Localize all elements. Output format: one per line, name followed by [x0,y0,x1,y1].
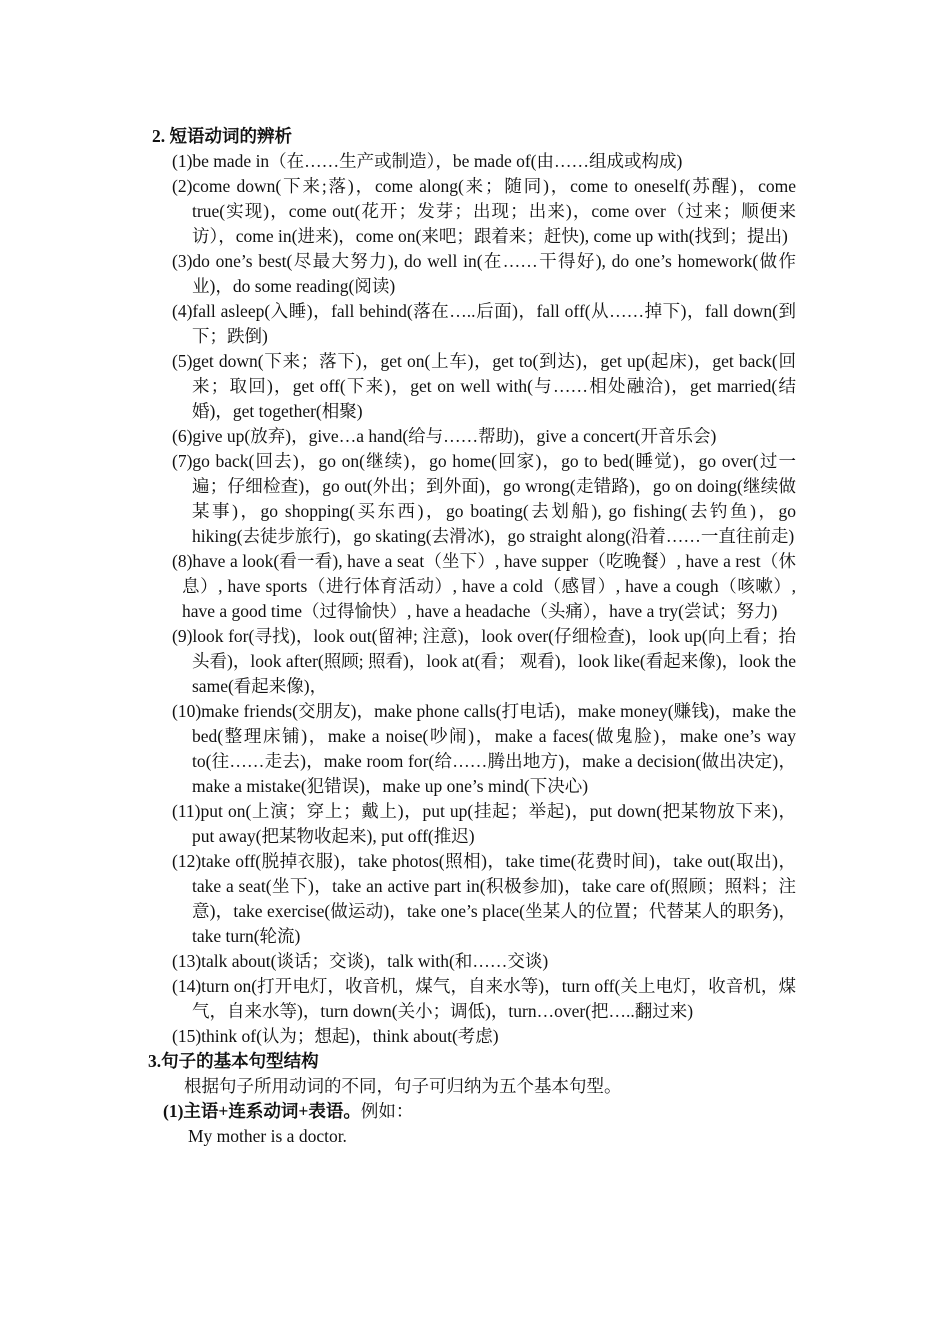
section-3-intro: 根据句子所用动词的不同，句子可归纳为五个基本句型。 [184,1076,622,1096]
phrasal-verb-list [148,149,796,1049]
list-item: (2)come down(下来;落)，come along(来；随同)，come to oneself(苏醒)，come true(实现)，come out(花开；发芽；出现；出来)，come over（过来；顺便来访），come in(进来)，come on(来吧；跟着来；赶快), come up with(找到；提出) [172,176,796,246]
list-item: (12)take off(脱掉衣服)，take photos(照相)，take time(花费时间)，take out(取出)，take a seat(坐下)，take an active part in(积极参加)，take care of(照顾；照料；注意)，take exercise(做运动)，take one’s place(坐某人的位置；代替某人的职务)，take turn(轮流) [172,851,796,946]
pattern-1-suffix: 例如： [360,1101,414,1121]
list-item: (4)fall asleep(入睡)，fall behind(落在…..后面)，fall off(从……掉下)，fall down(到下；跌倒) [172,301,796,346]
document-content [148,124,796,1149]
list-item: (8)have a look(看一看), have a seat（坐下）, have supper（吃晚餐）, have a rest（休息）, have sports（进行体育活动）, have a cold（感冒）, have a cough（咳嗽）, have a good time（过得愉快）, have a headache（头痛），have a try(尝试；努力) [172,551,796,621]
list-item: (15)think of(认为；想起)，think about(考虑) [172,1026,499,1046]
section-2-title: 2. 短语动词的辨析 [152,126,292,146]
pattern-1-heading [148,1099,796,1124]
list-item: (13)talk about(谈话；交谈)，talk with(和……交谈) [172,951,549,971]
list-item: (9)look for(寻找)，look out(留神; 注意)，look over(仔细检查)，look up(向上看；抬头看)，look after(照顾; 照看)，look at(看； 观看)，look like(看起来像)，look the same(看起来像)， [172,626,796,696]
list-item: (3)do one’s best(尽最大努力), do well in(在……干得好), do one’s homework(做作业)，do some reading(阅读) [172,251,796,296]
list-item: (5)get down(下来；落下)，get on(上车)，get to(到达)，get up(起床)，get back(回来；取回)，get off(下来)，get on well with(与……相处融洽)，get married(结婚)，get together(相聚) [172,351,796,421]
list-item: (11)put on(上演；穿上；戴上)，put up(挂起；举起)，put down(把某物放下来)，put away(把某物收起来), put off(推迟) [172,801,796,846]
list-item: (7)go back(回去)，go on(继续)，go home(回家)，go to bed(睡觉)，go over(过一遍；仔细检查)，go out(外出；到外面)，go wrong(走错路)，go on doing(继续做某事)，go shopping(买东西)，go boating(去划船), go fishing(去钓鱼)，go hiking(去徒步旅行)，go skating(去滑冰)，go straight along(沿着……一直往前走) [172,451,796,546]
example-sentence: My mother is a doctor. [188,1126,347,1146]
list-item: (14)turn on(打开电灯，收音机，煤气，自来水等)，turn off(关上电灯，收音机，煤气，自来水等)，turn down(关小；调低)，turn…over(把…..翻过来) [172,976,796,1021]
list-item: (1)be made in（在……生产或制造），be made of(由……组成或构成) [172,151,683,171]
section-3-title: 3.句子的基本句型结构 [148,1051,319,1071]
pattern-1-title: (1)主语+连系动词+表语。 [163,1101,361,1121]
list-item: (6)give up(放弃)，give…a hand(给与……帮助)，give a concert(开音乐会) [172,426,717,446]
list-item: (10)make friends(交朋友)，make phone calls(打电话)，make money(赚钱)，make the bed(整理床铺)，make a noise(吵闹)，make a faces(做鬼脸)，make one’s way to(往……走去)，make room for(给……腾出地方)，make a decision(做出决定)，make a mistake(犯错误)，make up one’s mind(下决心) [172,701,796,796]
